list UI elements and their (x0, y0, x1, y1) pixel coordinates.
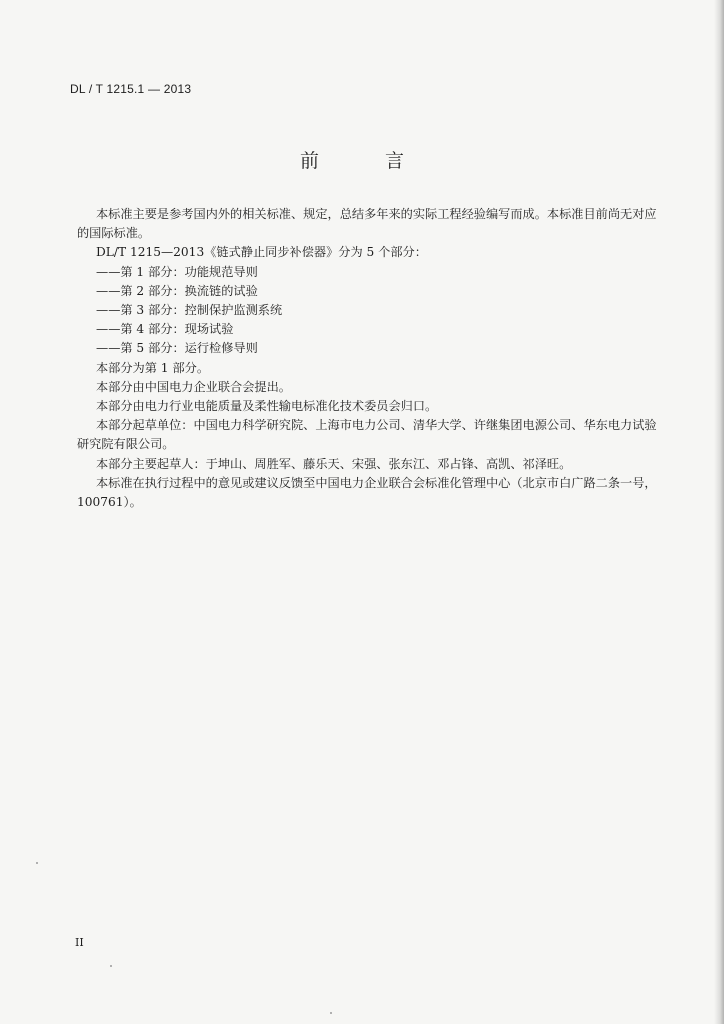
paragraph: 本部分由中国电力企业联合会提出。 (96, 379, 291, 394)
foreword-body (77, 205, 659, 512)
list-item: ——第 2 部分：换流链的试验 (96, 283, 258, 298)
paragraph: DL/T 1215—2013《链式静止同步补偿器》分为 5 个部分： (96, 245, 427, 260)
list-item: ——第 3 部分：控制保护监测系统 (96, 303, 283, 318)
paragraph: 本部分主要起草人：于坤山、周胜军、藤乐天、宋强、张东江、邓占锋、高凯、祁泽旺。 (96, 456, 572, 471)
page-number: II (75, 936, 84, 949)
standard-code-header: DL / T 1215.1 — 2013 (70, 82, 192, 96)
paragraph: 本部分由电力行业电能质量及柔性输电标准化技术委员会归口。 (96, 399, 438, 414)
scan-speck (110, 965, 112, 967)
list-item: ——第 5 部分：运行检修导则 (96, 341, 258, 356)
list-item: ——第 4 部分：现场试验 (96, 322, 234, 337)
page-title: 前 言 (299, 150, 435, 172)
paragraph: 本部分起草单位：中国电力科学研究院、上海市电力公司、清华大学、许继集团电源公司、华东电力试验研究院有限公司。 (77, 418, 657, 452)
paragraph: 本部分为第 1 部分。 (96, 360, 210, 375)
paragraph: 本标准主要是参考国内外的相关标准、规定，总结多年来的实际工程经验编写而成。本标准目前尚无对应的国际标准。 (77, 207, 657, 241)
scan-speck (36, 862, 38, 864)
scan-speck (330, 1012, 332, 1014)
paragraph: 本标准在执行过程中的意见或建议反馈至中国电力企业联合会标准化管理中心（北京市白广路二条一号，100761）。 (77, 475, 657, 510)
list-item: ——第 1 部分：功能规范导则 (96, 264, 258, 279)
